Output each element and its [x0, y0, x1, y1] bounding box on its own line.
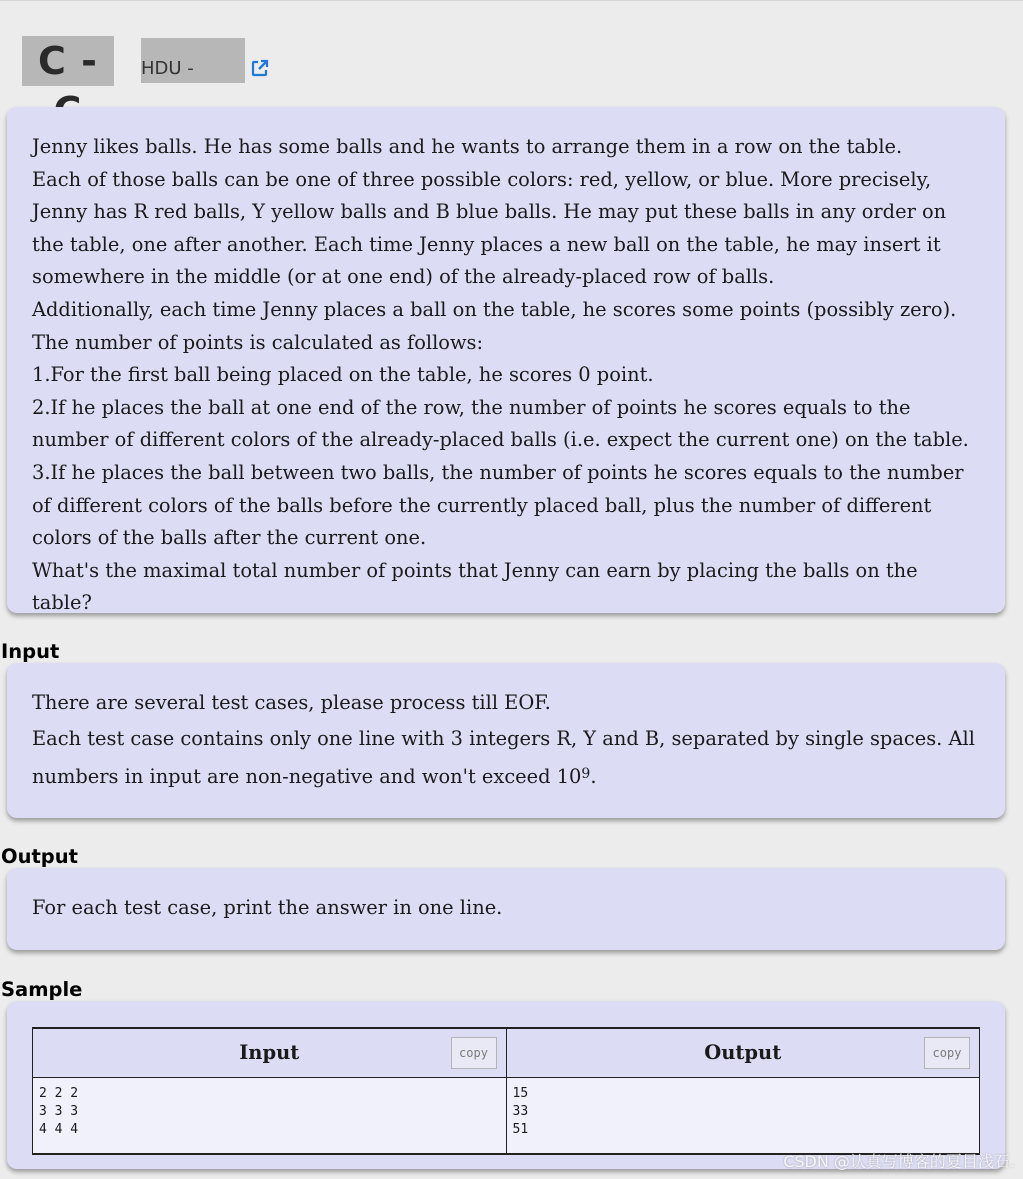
sample-input-header	[33, 1028, 507, 1078]
sample-input-header-label: Input	[239, 1040, 300, 1064]
input-description	[7, 663, 1005, 818]
sample-input-cell[interactable]	[33, 1078, 507, 1155]
input-line-text: Each test case contains only one line with 3 integers R, Y and B, separated by single spaces. All numbers in input are non-negative and won't exceed 10	[32, 726, 975, 788]
input-line-end: .	[590, 764, 597, 788]
description-paragraph: 3.If he places the ball between two balls, the number of points he scores equals to the number of different colors of the balls before the currently placed ball, plus the number of different colors of the balls after the current one.	[32, 460, 964, 550]
description-paragraph: Each of those balls can be one of three possible colors: red, yellow, or blue. More precisely, Jenny has R red balls, Y yellow balls and B blue balls. He may put these balls in any order on the table, one after another. Each time Jenny places a new ball on the table, he may insert it somewhere in the middle (or at one end) of the already-placed row of balls.	[32, 167, 947, 289]
description-paragraph: 2.If he places the ball at one end of the row, the number of points he scores equals to the number of different colors of the already-placed balls (i.e. expect the current one) on the table.	[32, 395, 969, 452]
sample-input-line: 3 3 3	[39, 1104, 79, 1119]
input-line: There are several test cases, please process till EOF.	[32, 691, 551, 714]
sample-output-line: 33	[512, 1104, 529, 1119]
source-tag[interactable]	[141, 38, 245, 83]
exponent: 9	[581, 765, 591, 782]
sample-output-line: 51	[512, 1122, 529, 1137]
sample-output-header-label: Output	[704, 1040, 782, 1064]
source-label: HDU -	[141, 58, 194, 79]
problem-title: C -	[22, 36, 114, 86]
output-description	[7, 868, 1005, 950]
sample-input-line: 2 2 2	[39, 1086, 79, 1101]
description-paragraph: 1.For the first ball being placed on the table, he scores 0 point.	[32, 363, 654, 387]
sample-input-line: 4 4 4	[39, 1122, 79, 1137]
description-paragraph: Jenny likes balls. He has some balls and he wants to arrange them in a row on the table.	[32, 135, 903, 158]
description-paragraph: Additionally, each time Jenny places a ball on the table, he scores some points (possibly zero). The number of points is calculated as follows:	[32, 297, 957, 354]
description-paragraph: What's the maximal total number of points that Jenny can earn by placing the balls on the table?	[32, 558, 918, 615]
sample-card	[7, 1001, 1005, 1169]
problem-description	[7, 107, 1005, 613]
input-heading: Input	[1, 640, 60, 663]
sample-output-header	[506, 1028, 980, 1078]
watermark: CSDN @认真写博客的夏目浅石.	[783, 1152, 1015, 1171]
sample-heading: Sample	[1, 978, 83, 1001]
sample-output-line: 15	[512, 1086, 529, 1101]
external-link-icon[interactable]	[250, 58, 270, 78]
copy-input-button[interactable]: copy	[451, 1037, 497, 1069]
input-line	[32, 720, 979, 796]
sample-output-cell[interactable]	[506, 1078, 980, 1155]
output-text: For each test case, print the answer in one line.	[32, 896, 503, 919]
sample-table	[32, 1027, 980, 1155]
output-heading: Output	[1, 845, 78, 868]
copy-output-button[interactable]: copy	[924, 1037, 970, 1069]
top-divider	[0, 0, 1023, 1]
